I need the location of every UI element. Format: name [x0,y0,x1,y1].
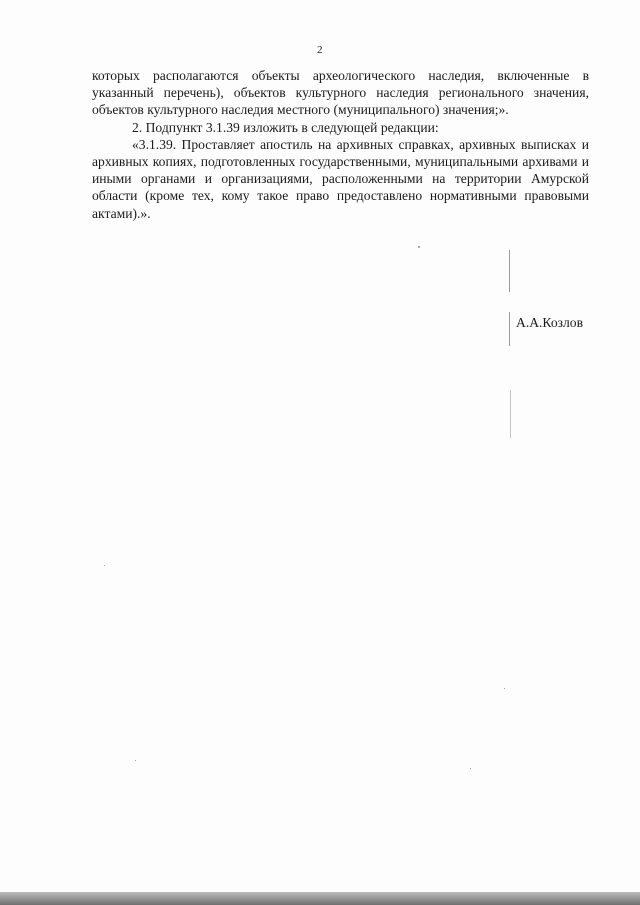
scan-speck [418,246,420,248]
paragraph-continuation: которых располагаются объекты археологического наследия, включенные в указанный перечень), объектов культурного наследия регионального значения, объектов культурного наследия местного (муниципального) значения;». [92,68,589,118]
scan-artifact-line [510,390,511,438]
scan-speck [135,760,136,761]
scan-speck [470,768,471,769]
scan-artifact-line [509,250,510,292]
scan-artifact-line [509,312,510,346]
scan-bottom-edge [0,892,640,905]
page-number: 2 [317,44,323,56]
paragraph-item-2: 2. Подпункт 3.1.39 изложить в следующей редакции: [132,119,439,135]
scan-speck [104,565,105,566]
document-body [92,67,589,222]
signature-name: А.А.Козлов [516,315,583,330]
paragraph-quoted-clause: «3.1.39. Проставляет апостиль на архивных справках, архивных выписках и архивных копиях, подготовленных государственными, муниципальными архивами и иными органами и организациями, расположенными на территории Амурской области (кроме тех, кому такое право предоставлено нормативными правовыми актами).». [92,136,589,221]
scan-speck [504,688,505,689]
